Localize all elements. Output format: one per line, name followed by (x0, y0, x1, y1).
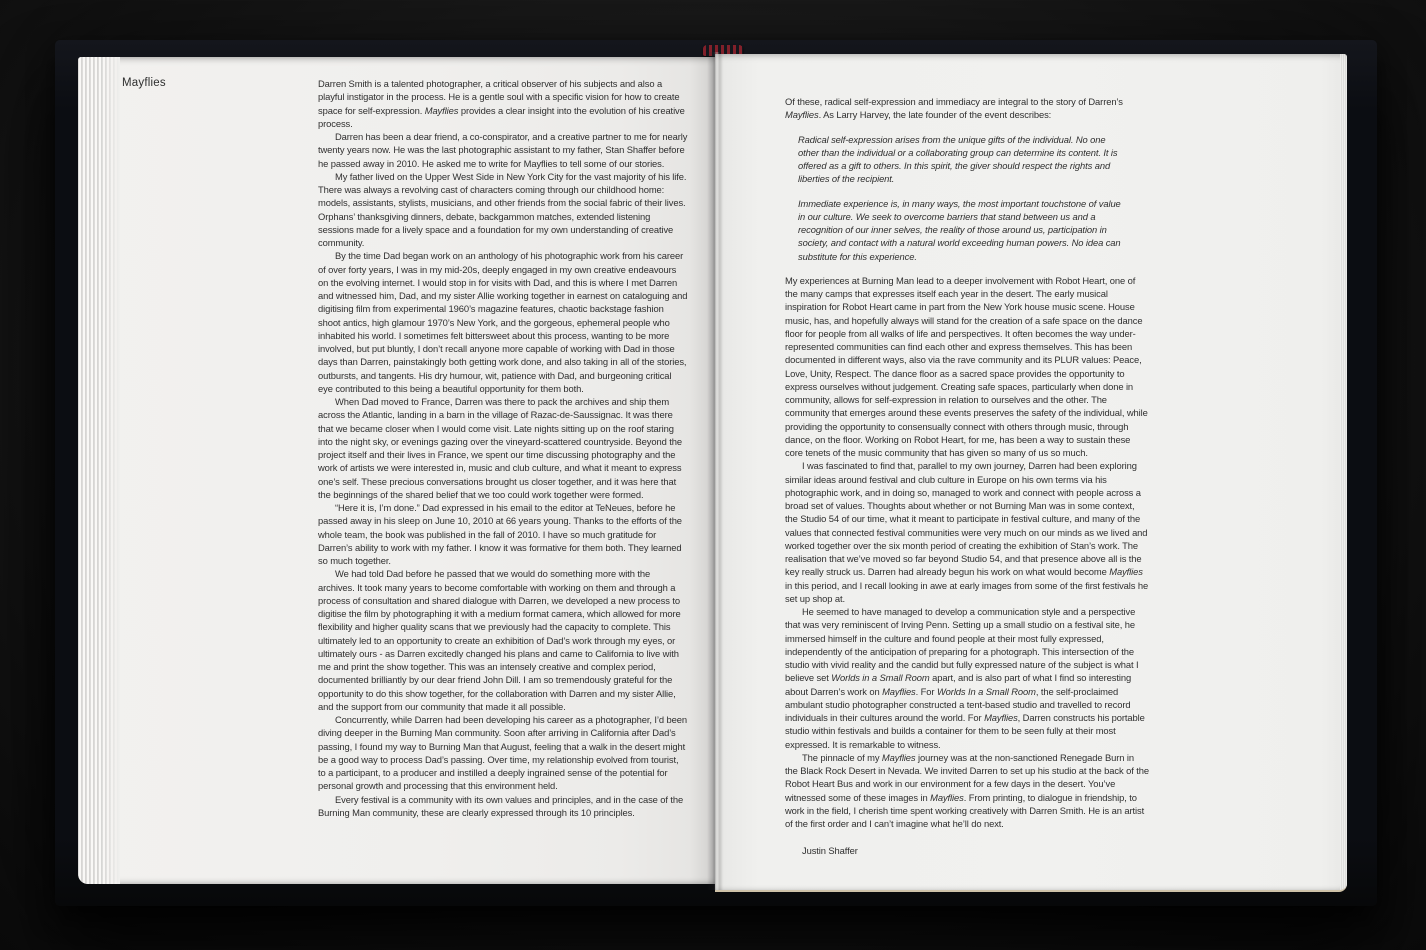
paragraph: Darren has been a dear friend, a co-conspirator, and a creative partner to me for nearly twenty years now. He was the last photographic assistant to my father, Stan Shaffer before he passed away in 2010. He asked me to write for Mayflies to tell some of our stories. (318, 131, 688, 169)
block-quote: Radical self-expression arises from the unique gifts of the individual. No one other than the individual or a collaborating group can determine its content. It is offered as a gift to others. In this spirit, the giver should respect the rights and liberties of the recipient. (798, 133, 1118, 185)
paragraph: Every festival is a community with its own values and principles, and in the case of the Burning Man community, these are clearly expressed through its 10 principles. (318, 793, 684, 818)
paragraph: The pinnacle of my Mayflies journey was at the non-sanctioned Renegade Burn in the Black Rock Desert in Nevada. We invited Darren to set up his studio at the back of the Robot Heart Bus and work in our environment for a few days in the desert. You’ve witnessed some of these images in Mayflies. From printing, to dialogue in friendship, to work in the field, I cherish time spent working creatively with Darren Smith. He is an artist of the first order and I can’t imagine what he’ll do next. (785, 751, 1149, 829)
right-page-text (785, 95, 1149, 892)
page-stack-edge-right (1340, 54, 1347, 890)
paragraph: We had told Dad before he passed that we would do something more with the archives. It took many years to become comfortable with working on them and through a process of consultation and shared dialogue with Darren, we developed a new process to digitise the film by photographing it with a medium format camera, which allowed for more flexibility and higher quality scans that we previously had the capacity to complete. This ultimately led to an opportunity to create an exhibition of Dad’s work through my eyes, or ultimately ours - as Darren excitedly changed his plans and came to California to live with me and print the show together. This was an intensely creative and complex period, documented brilliantly by our dear friend John Dill. I am so tremendously grateful for the opportunity to do this show together, for the collaboration with Darren and my sister Allie, and the support from our community that made it all possible. (318, 568, 681, 712)
paragraph: “Here it is, I’m done.” Dad expressed in his email to the editor at TeNeues, before he passed away in his sleep on June 10, 2010 at 66 years young. Thanks to the efforts of the whole team, the book was published in the fall of 2010. I have so much gratitude for Darren’s ability to work with my father. I know it was formative for them both. They learned so much together. (318, 502, 682, 566)
paragraph: Of these, radical self-expression and immediacy are integral to the story of Darren’s Mayflies. As Larry Harvey, the late founder of the event describes: (785, 96, 1123, 121)
paragraph: My experiences at Burning Man lead to a deeper involvement with Robot Heart, one of the many camps that expresses itself each year in the desert. The early musical inspiration for Robot Heart came in part from the New York house music scene. House music, has, and hopefully always will stand for the creation of a safe space on the dance floor for people from all walks of life and perspectives. It often becomes the way under-represented communities can find each other and express themselves. This has been documented in different ways, also via the rave community and its PLUR values: Peace, Love, Unity, Respect. The dance floor as a sacred space provides the opportunity to express ourselves without judgement. Creating safe spaces, particularly when done in community, allows for self-expression in relation to ourselves and the other. The community that emerges around these events preserves the safety of the individual, while providing the opportunity to consensually connect with others through music, through dance, on the floor. Working on Robot Heart, for me, has been a way to sustain these core tenets of the music community that has given so many of us so much. (785, 274, 1148, 458)
paragraph: Concurrently, while Darren had been developing his career as a photographer, I’d been diving deeper in the Burning Man community. Soon after arriving in California after Dad’s passing, I found my way to Burning Man that August, feeling that a walk in the desert might be a good way to process Dad’s passing. Over time, my relationship evolved from tourist, to a participant, to a producer and instilled a deeply ingrained sense of the potential for personal growth and processing that this environment held. (318, 714, 687, 792)
book-cover (55, 40, 1377, 906)
paragraph: I was fascinated to find that, parallel to my own journey, Darren had been exploring similar ideas around festival and club culture in Europe on his own terms via his photographic work, and in doing so, managed to work and connect with people across a broad set of values. Thoughts about whether or not Burning Man was in some context, the Studio 54 of our time, what it meant to participate in festival culture, and many of the values that connected festival communities were very much on our minds as we lived and worked together over the six month period of creating the exhibition of Stan’s work. The realisation that we’ve moved so far beyond Studio 54, and that presence above all is the key really struck us. Darren had already begun his work on what would become Mayflies in this period, and I recall looking in awe at early images from some of the first festivals he set up shop at. (785, 460, 1149, 604)
paragraph: When Dad moved to France, Darren was there to pack the archives and ship them across the Atlantic, landing in a barn in the village of Razac-de-Saussignac. It was there that we became closer when I would come visit. Late nights sitting up on the roof staring into the night sky, or evenings gazing over the vineyard-scattered countryside. Beyond the project itself and their lives in France, we spent our time discussing photography and the work of artists we were interested in, music and club culture, and what it meant to express one’s self. These precious conversations brought us closer together, and it was here that the beginnings of the shared belief that we too could work together were formed. (318, 396, 682, 500)
paragraph: He seemed to have managed to develop a communication style and a perspective that was very reminiscent of Irving Penn. Setting up a small studio on a festival site, he immersed himself in the culture and found people at their most fully expressed, independently of the anticipation of preparing for a photograph. This intersection of the studio with vivid reality and the candid but fully expressed nature of the subject is what I believe set Worlds in a Small Room apart, and is also part of what I find so interesting about Darren’s work on Mayflies. For Worlds In a Small Room, the self-proclaimed ambulant studio photographer constructed a tent-based studio and travelled to record individuals in their cultures around the world. For Mayflies, Darren constructs his portable studio within festivals and builds a container for them to be seen fully at their most expressed. It is remarkable to witness. (785, 606, 1145, 750)
right-page (715, 54, 1347, 892)
block-quote: Immediate experience is, in many ways, the most important touchstone of value in our culture. We seek to overcome barriers that stand between us and a recognition of our inner selves, the reality of those around us, participation in society, and contact with a natural world exceeding human powers. No idea can substitute for this experience. (798, 197, 1121, 262)
signature: Justin Shaffer (802, 845, 858, 857)
paragraph: Darren Smith is a talented photographer, a critical observer of his subjects and also a playful instigator in the process. He is a gentle soul with a specific vision for how to create space for self-expression. Mayflies provides a clear insight into the evolution of his creative process. (318, 78, 685, 129)
paragraph: By the time Dad began work on an anthology of his photographic work from his career of over forty years, I was in my mid-20s, deeply engaged in my own creative endeavours on the evolving internet. I would stop in for visits with Dad, and this is where I met Darren and witnessed him, Dad, and my sister Allie working together in earnest on cataloguing and digitising film from experimental 1960’s magazine features, chaotic backstage fashion shoot antics, high glamour 1970’s New York, and the gorgeous, ephemeral people who inhabited his world. I sometimes felt bittersweet about this process, wanting to be more involved, but put bluntly, I don’t recall anyone more capable of working with Dad in those days than Darren, painstakingly both getting work done, and also taking in all of the stories, outbursts, and tangents. His dry humour, wit, patience with Dad, and burgeoning critical eye contributed to this being a beautiful opportunity for them both. (318, 250, 688, 394)
paragraph: My father lived on the Upper West Side in New York City for the vast majority of his life. There was always a revolving cast of characters coming through our childhood home: models, assistants, stylists, musicians, and other friends from the social fabric of their lives. Orphans’ thanksgiving dinners, debate, backgammon matches, extended listening sessions made for a lively space and a foundation for my own understanding of creative community. (318, 170, 687, 248)
book-title-header: Mayflies (122, 77, 166, 89)
left-page-text (318, 77, 688, 873)
page-stack-edge (78, 57, 120, 884)
left-page (78, 57, 715, 884)
